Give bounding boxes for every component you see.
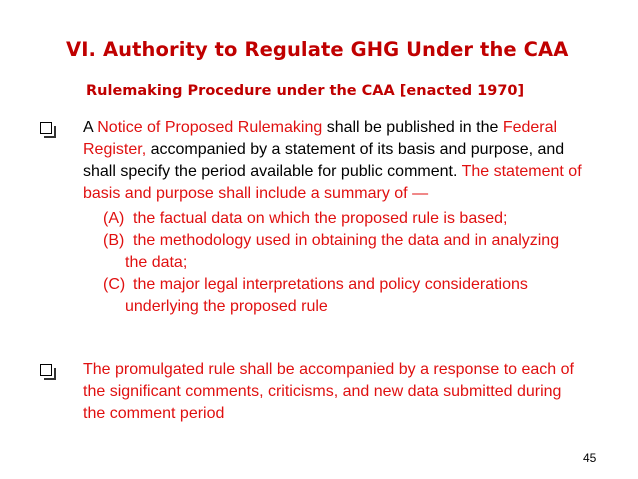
slide-subtitle: Rulemaking Procedure under the CAA [enacted 1970] [86,83,525,99]
bullet-notice-text: A Notice of Proposed Rulemaking shall be published in the Federal Register, accompanied by a statement of its basis and purpose, and shall specify the period available for public comment. The statement of basis and purpose shall include a summary of — (A) the factual data on which the proposed rule is based; (B) the methodology used in obtaining the data and in analyzing the data; (C) the major legal interpretations and policy considerations underlying the proposed rule [83,117,583,318]
list-item: (B) the methodology used in obtaining the data and in analyzing the data; [103,232,560,271]
summary-items [103,208,583,318]
statement-requirement: The statement of basis and purpose shall include a summary of — [83,163,582,202]
bullet-response-text: The promulgated rule shall be accompanied by a response to each of the significant comments, criticisms, and new data submitted during the comment period [83,361,574,422]
page-number: 45 [583,451,597,465]
notice-term: Notice of Proposed Rulemaking [97,119,323,136]
list-item: (C) the major legal interpretations and policy considerations underlying the proposed rule [103,276,528,315]
federal-register-term: Federal Register, [83,119,558,158]
slide-title: VI. Authority to Regulate GHG Under the CAA [66,38,569,61]
list-item: (A) the factual data on which the proposed rule is based; [103,210,508,227]
checkbox-bullet-icon [40,364,52,376]
checkbox-bullet-icon [40,122,52,134]
